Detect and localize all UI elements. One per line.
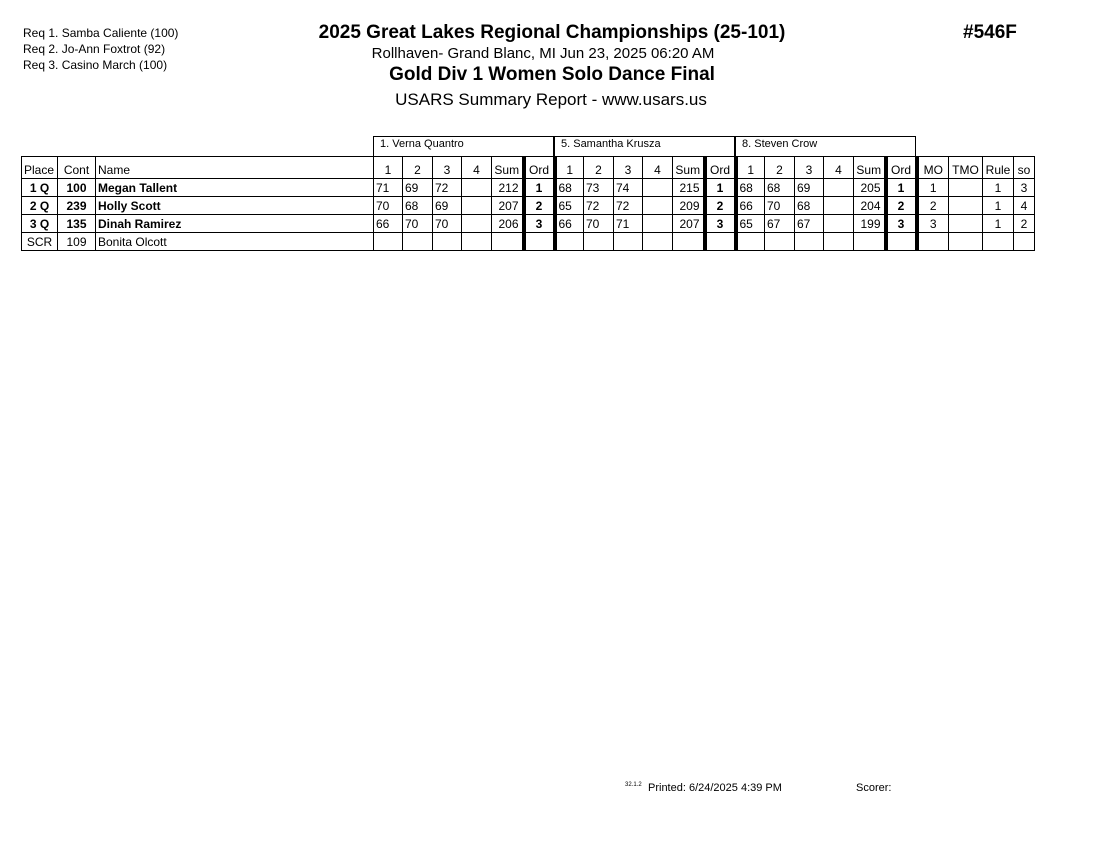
cont-cell: 239: [58, 197, 96, 215]
ord-cell: 3: [705, 215, 736, 233]
score-cell: 72: [614, 197, 643, 215]
col-j3-2: 2: [765, 157, 795, 179]
score-cell: 68: [765, 179, 795, 197]
tmo-cell: [949, 233, 983, 251]
report-name: USARS Summary Report - www.usars.us: [395, 90, 707, 109]
cont-cell: 109: [58, 233, 96, 251]
col-j1-ord: Ord: [524, 157, 555, 179]
so-cell: 4: [1014, 197, 1035, 215]
mo-cell: 1: [917, 179, 949, 197]
col-j1-sum: Sum: [492, 157, 524, 179]
tmo-cell: [949, 215, 983, 233]
sum-cell: [673, 233, 705, 251]
score-cell: [433, 233, 462, 251]
score-cell: 68: [403, 197, 433, 215]
score-cell: [795, 233, 824, 251]
ord-cell: 2: [524, 197, 555, 215]
score-cell: [824, 233, 854, 251]
col-j3-4: 4: [824, 157, 854, 179]
score-cell: 66: [374, 215, 403, 233]
rule-cell: 1: [983, 179, 1014, 197]
col-j2-4: 4: [643, 157, 673, 179]
score-cell: [614, 233, 643, 251]
score-cell: 73: [584, 179, 614, 197]
score-cell: [824, 197, 854, 215]
col-j1-1: 1: [374, 157, 403, 179]
col-rule: Rule: [983, 157, 1014, 179]
place-cell: 2 Q: [22, 197, 58, 215]
score-cell: 69: [795, 179, 824, 197]
score-cell: 67: [765, 215, 795, 233]
score-cell: 72: [433, 179, 462, 197]
score-cell: 67: [795, 215, 824, 233]
sum-cell: 207: [492, 197, 524, 215]
name-cell: Dinah Ramirez: [96, 215, 374, 233]
sum-cell: 204: [854, 197, 886, 215]
score-cell: 65: [736, 215, 765, 233]
name-cell: Megan Tallent: [96, 179, 374, 197]
score-cell: [643, 233, 673, 251]
col-j3-ord: Ord: [886, 157, 917, 179]
score-cell: 70: [433, 215, 462, 233]
mo-cell: 3: [917, 215, 949, 233]
ord-cell: 1: [524, 179, 555, 197]
score-cell: [462, 197, 492, 215]
sum-cell: 207: [673, 215, 705, 233]
col-tmo: TMO: [949, 157, 983, 179]
score-cell: [736, 233, 765, 251]
score-cell: [462, 233, 492, 251]
event-id: #546F: [963, 22, 1017, 43]
col-so: so: [1014, 157, 1035, 179]
ord-cell: [705, 233, 736, 251]
competition-title: 2025 Great Lakes Regional Championships (25-101): [318, 22, 786, 43]
venue-date-line: Rollhaven- Grand Blanc, MI Jun 23, 2025 06:20 AM: [371, 45, 715, 62]
rule-cell: 1: [983, 215, 1014, 233]
footer-scorer: Scorer:: [856, 782, 892, 794]
score-cell: 65: [555, 197, 584, 215]
sum-cell: 205: [854, 179, 886, 197]
place-cell: 1 Q: [22, 179, 58, 197]
col-j2-1: 1: [555, 157, 584, 179]
score-cell: 68: [795, 197, 824, 215]
sum-cell: 206: [492, 215, 524, 233]
score-cell: [824, 215, 854, 233]
tmo-cell: [949, 179, 983, 197]
score-cell: 74: [614, 179, 643, 197]
score-cell: 70: [765, 197, 795, 215]
ord-cell: 3: [886, 215, 917, 233]
col-j3-1: 1: [736, 157, 765, 179]
rule-cell: [983, 233, 1014, 251]
col-j1-4: 4: [462, 157, 492, 179]
sum-cell: 209: [673, 197, 705, 215]
mo-cell: [917, 233, 949, 251]
score-cell: 68: [555, 179, 584, 197]
ord-cell: 1: [886, 179, 917, 197]
score-cell: [584, 233, 614, 251]
score-cell: 71: [374, 179, 403, 197]
results-table: [21, 156, 1035, 251]
col-j2-ord: Ord: [705, 157, 736, 179]
ord-cell: 2: [886, 197, 917, 215]
score-cell: 66: [736, 197, 765, 215]
sum-cell: 212: [492, 179, 524, 197]
table-header-row: [22, 157, 1035, 179]
col-j1-3: 3: [433, 157, 462, 179]
col-cont: Cont: [58, 157, 96, 179]
score-cell: [462, 215, 492, 233]
tmo-cell: [949, 197, 983, 215]
requirement-3: Req 3. Casino March (100): [23, 58, 168, 72]
score-cell: [765, 233, 795, 251]
score-cell: [643, 197, 673, 215]
sum-cell: 199: [854, 215, 886, 233]
col-mo: MO: [917, 157, 949, 179]
sum-cell: 215: [673, 179, 705, 197]
score-cell: [555, 233, 584, 251]
score-cell: [643, 215, 673, 233]
score-cell: [462, 179, 492, 197]
name-cell: Bonita Olcott: [96, 233, 374, 251]
sum-cell: [492, 233, 524, 251]
place-cell: SCR: [22, 233, 58, 251]
col-j3-3: 3: [795, 157, 824, 179]
ord-cell: [524, 233, 555, 251]
event-name: Gold Div 1 Women Solo Dance Final: [389, 64, 715, 85]
mo-cell: 2: [917, 197, 949, 215]
ord-cell: 1: [705, 179, 736, 197]
col-j3-sum: Sum: [854, 157, 886, 179]
so-cell: 2: [1014, 215, 1035, 233]
name-cell: Holly Scott: [96, 197, 374, 215]
requirement-2: Req 2. Jo-Ann Foxtrot (92): [23, 42, 166, 56]
cont-cell: 135: [58, 215, 96, 233]
ord-cell: [886, 233, 917, 251]
score-cell: [374, 233, 403, 251]
score-cell: 66: [555, 215, 584, 233]
judge-3-header: 8. Steven Crow: [735, 136, 916, 156]
score-cell: 71: [614, 215, 643, 233]
judge-1-header: 1. Verna Quantro: [373, 136, 554, 156]
score-cell: [403, 233, 433, 251]
table-row: [22, 215, 1035, 233]
col-place: Place: [22, 157, 58, 179]
col-j2-sum: Sum: [673, 157, 705, 179]
place-cell: 3 Q: [22, 215, 58, 233]
cont-cell: 100: [58, 179, 96, 197]
score-cell: [643, 179, 673, 197]
so-cell: [1014, 233, 1035, 251]
sum-cell: [854, 233, 886, 251]
footer-version-code: 32.1.2: [625, 782, 642, 788]
table-row: [22, 179, 1035, 197]
table-row: [22, 233, 1035, 251]
col-name: Name: [96, 157, 374, 179]
requirement-1: Req 1. Samba Caliente (100): [23, 26, 179, 40]
col-j2-3: 3: [614, 157, 643, 179]
score-cell: 70: [374, 197, 403, 215]
rule-cell: 1: [983, 197, 1014, 215]
score-cell: 69: [403, 179, 433, 197]
ord-cell: 3: [524, 215, 555, 233]
score-cell: 72: [584, 197, 614, 215]
score-cell: [824, 179, 854, 197]
score-cell: 70: [403, 215, 433, 233]
footer-printed: Printed: 6/24/2025 4:39 PM: [648, 782, 782, 794]
score-cell: 68: [736, 179, 765, 197]
score-cell: 70: [584, 215, 614, 233]
judge-2-header: 5. Samantha Krusza: [554, 136, 735, 156]
so-cell: 3: [1014, 179, 1035, 197]
score-cell: 69: [433, 197, 462, 215]
col-j1-2: 2: [403, 157, 433, 179]
col-j2-2: 2: [584, 157, 614, 179]
ord-cell: 2: [705, 197, 736, 215]
table-row: [22, 197, 1035, 215]
